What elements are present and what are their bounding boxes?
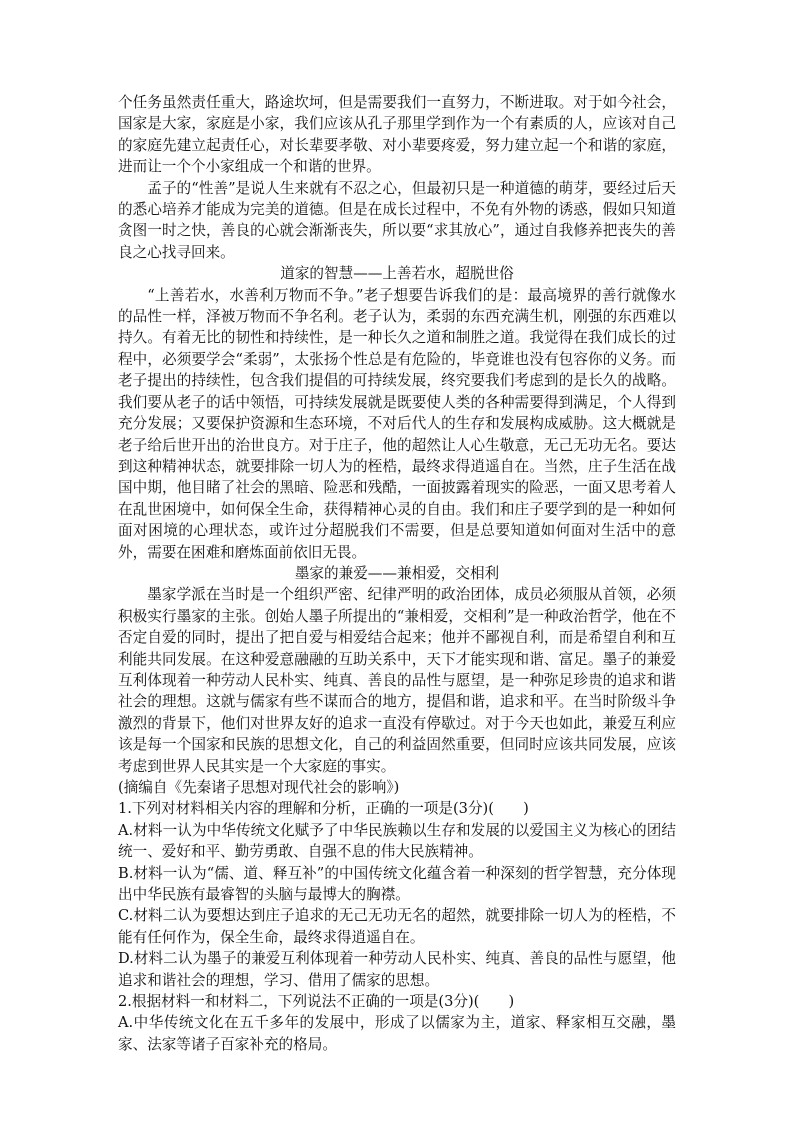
- question-stem: 2.根据材料一和材料二，下列说法不正确的一项是(3分)( ): [118, 993, 515, 1011]
- section-heading-mohist: 墨家的兼爱——兼相爱，交相利: [294, 564, 500, 582]
- question-option-d: D.材料二认为墨子的兼爱互利体现着一种劳动人民朴实、纯真、善良的品性与愿望，他追求和谐社会的理想，学习、借用了儒家的思想。: [118, 950, 676, 989]
- section-heading-daoist: 道家的智慧——上善若水，超脱世俗: [280, 265, 514, 283]
- question-2: [118, 991, 676, 1055]
- question-option-c: C.材料二认为要想达到庄子追求的无己无功无名的超然，就要排除一切人为的桎梏，不能有任何作为，保全生命，最终求得逍遥自在。: [118, 907, 676, 946]
- passage-paragraph-mohist: 墨家学派在当时是一个组织严密、纪律严明的政治团体，成员必须服从首领，必须积极实行墨家的主张。创始人墨子所提出的“兼相爱，交相利”是一种政治哲学，他在不否定自爱的同时，提出了把自爱与相爱结合起来；他并不鄙视自利，而是希望自利和互利能共同发展。在这种爱意融融的互助关系中，天下才能实现和谐、富足。墨子的兼爱互利体现着一种劳动人民朴实、纯真、善良的品性与愿望，是一种弥足珍贵的追求和谐社会的理想。这就与儒家有些不谋而合的地方，提倡和谐，追求和平。在当时阶级斗争激烈的背景下，他们对世界友好的追求一直没有停歇过。对于今天也如此，兼爱互利应该是每一个国家和民族的思想文化，自己的利益固然重要，但同时应该共同发展，应该考虑到世界人民其实是一个大家庭的事实。: [118, 586, 676, 775]
- question-stem: 1.下列对材料相关内容的理解和分析，正确的一项是(3分)( ): [118, 800, 529, 818]
- passage-paragraph-mencius: 孟子的“性善”是说人生来就有不忍之心，但最初只是一种道德的萌芽，要经过后天的悉心培养才能成为完美的道德。但是在成长过程中，不免有外物的诱惑，假如只知道贪图一时之快，善良的心就会渐渐丧失，所以要“求其放心”，通过自我修养把丧失的善良之心找寻回来。: [118, 179, 676, 261]
- source-citation: (摘编自《先秦诸子思想对现代社会的影响》): [118, 779, 400, 796]
- question-option-a: A.材料一认为中华传统文化赋予了中华民族赖以生存和发展的以爱国主义为核心的团结统一、爱好和平、勤劳勇敢、自强不息的伟大民族精神。: [118, 821, 676, 861]
- question-option-a: A.中华传统文化在五千多年的发展中，形成了以儒家为主，道家、释家相互交融，墨家、法家等诸子百家补充的格局。: [118, 1014, 676, 1053]
- question-1: [118, 798, 676, 991]
- passage-paragraph-confucius-end: 个任务虽然责任重大，路途坎坷，但是需要我们一直努力，不断进取。对于如今社会，国家是大家，家庭是小家，我们应该从孔子那里学到作为一个有素质的人，应该对自己的家庭先建立起责任心，对长辈要孝敬、对小辈要疼爱，努力建立起一个和谐的家庭，进而让一个个小家组成一个和谐的世界。: [118, 94, 676, 176]
- question-option-b: B.材料一认为“儒、道、释互补”的中国传统文化蕴含着一种深刻的哲学智慧，充分体现出中华民族有最睿智的头脑与最博大的胸襟。: [118, 864, 676, 904]
- passage-paragraph-daoist: “上善若水，水善利万物而不争。”老子想要告诉我们的是：最高境界的善行就像水的品性一样，泽被万物而不争名利。老子认为，柔弱的东西充满生机，刚强的东西难以持久。有着无比的韧性和持续性，是一种长久之道和制胜之道。我觉得在我们成长的过程中，必须要学会“柔弱”，太张扬个性总是有危险的，毕竟谁也没有包容你的义务。而老子提出的持续性，包含我们提倡的可持续发展，终究要我们考虑到的是长久的战略。我们要从老子的话中领悟，可持续发展就是既要使人类的各种需要得到满足，个人得到充分发展；又要保护资源和生态环境，不对后代人的生存和发展构成威胁。这大概就是老子给后世开出的治世良方。对于庄子，他的超然让人心生敬意，无己无功无名。要达到这种精神状态，就要排除一切人为的桎梏，最终求得逍遥自在。当然，庄子生活在战国中期，他目睹了社会的黑暗、险恶和残酷，一面披露着现实的险恶，一面又思考着人在乱世困境中，如何保全生命，获得精神心灵的自由。我们和庄子要学到的是一种如何面对困境的心理状态，或许过分超脱我们不需要，但是总要知道如何面对生活中的意外，需要在困难和磨炼面前依旧无畏。: [118, 286, 676, 561]
- document-page: [118, 92, 676, 1055]
